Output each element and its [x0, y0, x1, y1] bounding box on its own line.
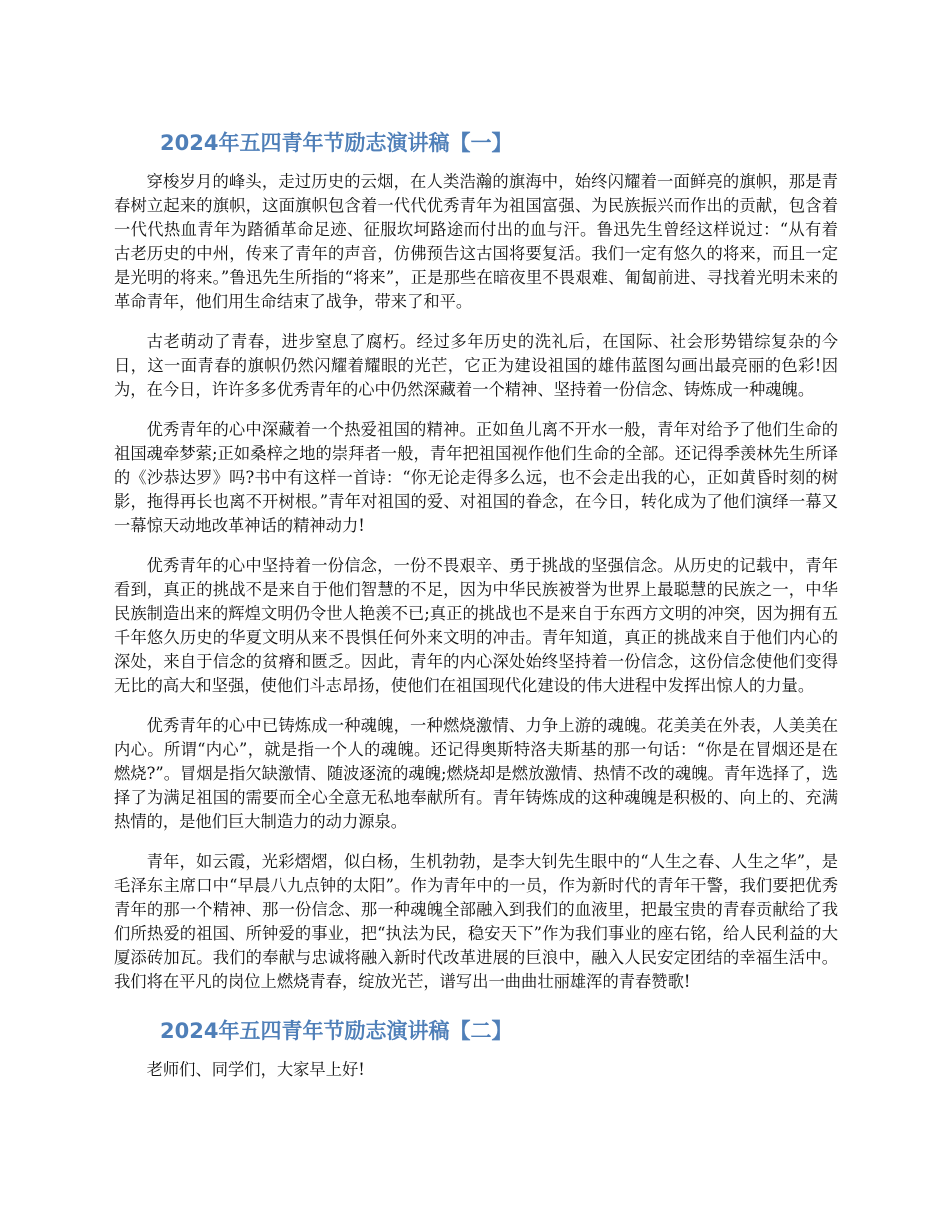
paragraph: 古老萌动了青春，进步窒息了腐朽。经过多年历史的洗礼后，在国际、社会形势错综复杂的今日，这一面青春的旗帜仍然闪耀着耀眼的光芒，它正为建设祖国的雄伟蓝图勾画出最亮丽的色彩!因为，在今日，许许多多优秀青年的心中仍然深藏着一个精神、坚持着一份信念、铸炼成一种魂魄。	[114, 332, 838, 399]
paragraph: 老师们、同学们，大家早上好!	[146, 1060, 365, 1079]
section-body	[114, 170, 838, 1010]
section-body	[114, 1058, 838, 1098]
section-title: 2024年五四青年节励志演讲稿【一】	[160, 131, 513, 155]
paragraph: 优秀青年的心中深藏着一个热爱祖国的精神。正如鱼儿离不开水一般，青年对给予了他们生命的祖国魂牵梦萦;正如桑梓之地的崇拜者一般，青年把祖国视作他们生命的全部。还记得季羡林先生所译的《沙恭达罗》吗?书中有这样一首诗：“你无论走得多么远，也不会走出我的心，正如黄昏时刻的树影，拖得再长也离不开树根。”青年对祖国的爱、对祖国的眷念，在今日，转化成为了他们演绎一幕又一幕惊天动地改革神话的精神动力!	[114, 420, 838, 535]
paragraph: 优秀青年的心中已铸炼成一种魂魄，一种燃烧激情、力争上游的魂魄。花美美在外表，人美美在内心。所谓“内心”，就是指一个人的魂魄。还记得奥斯特洛夫斯基的那一句话：“你是在冒烟还是在燃烧?”。冒烟是指欠缺激情、随波逐流的魂魄;燃烧却是燃放激情、热情不改的魂魄。青年选择了，选择了为满足祖国的需要而全心全意无私地奉献所有。青年铸炼成的这种魂魄是积极的、向上的、充满热情的，是他们巨大制造力的动力源泉。	[114, 716, 838, 831]
paragraph: 穿梭岁月的峰头，走过历史的云烟，在人类浩瀚的旗海中，始终闪耀着一面鲜亮的旗帜，那是青春树立起来的旗帜，这面旗帜包含着一代代优秀青年为祖国富强、为民族振兴而作出的贡献，包含着一代代热血青年为踏循革命足迹、征服坎坷路途而付出的血与汗。鲁迅先生曾经这样说过：“从有着古老历史的中州，传来了青年的声音，仿佛预告这古国将要复活。我们一定有悠久的将来，而且一定是光明的将来。”鲁迅先生所指的“将来”，正是那些在暗夜里不畏艰难、匍匐前进、寻找着光明未来的革命青年，他们用生命结束了战争，带来了和平。	[114, 172, 838, 311]
section-title: 2024年五四青年节励志演讲稿【二】	[160, 1019, 513, 1043]
paragraph: 优秀青年的心中坚持着一份信念，一份不畏艰辛、勇于挑战的坚强信念。从历史的记载中，青年看到，真正的挑战不是来自于他们智慧的不足，因为中华民族被誉为世界上最聪慧的民族之一，中华民族制造出来的辉煌文明仍令世人艳羡不已;真正的挑战也不是来自于东西方文明的冲突，因为拥有五千年悠久历史的华夏文明从来不畏惧任何外来文明的冲击。青年知道，真正的挑战来自于他们内心的深处，来自于信念的贫瘠和匮乏。因此，青年的内心深处始终坚持着一份信念，这份信念使他们变得无比的高大和坚强，使他们斗志昂扬，使他们在祖国现代化建设的伟大进程中发挥出惊人的力量。	[114, 556, 838, 695]
paragraph: 青年，如云霞，光彩熠熠，似白杨，生机勃勃，是李大钊先生眼中的“人生之春、人生之华”，是毛泽东主席口中“早晨八九点钟的太阳”。作为青年中的一员，作为新时代的青年干警，我们要把优秀青年的那一个精神、那一份信念、那一种魂魄全部融入到我们的血液里，把最宝贵的青春贡献给了我们所热爱的祖国、所钟爱的事业，把“执法为民，稳安天下”作为我们事业的座右铭，给人民利益的大厦添砖加瓦。我们的奉献与忠诚将融入新时代改革进展的巨浪中，融入人民安定团结的幸福生活中。我们将在平凡的岗位上燃烧青春，绽放光芒，谱写出一曲曲壮丽雄浑的青春赞歌!	[114, 852, 838, 991]
